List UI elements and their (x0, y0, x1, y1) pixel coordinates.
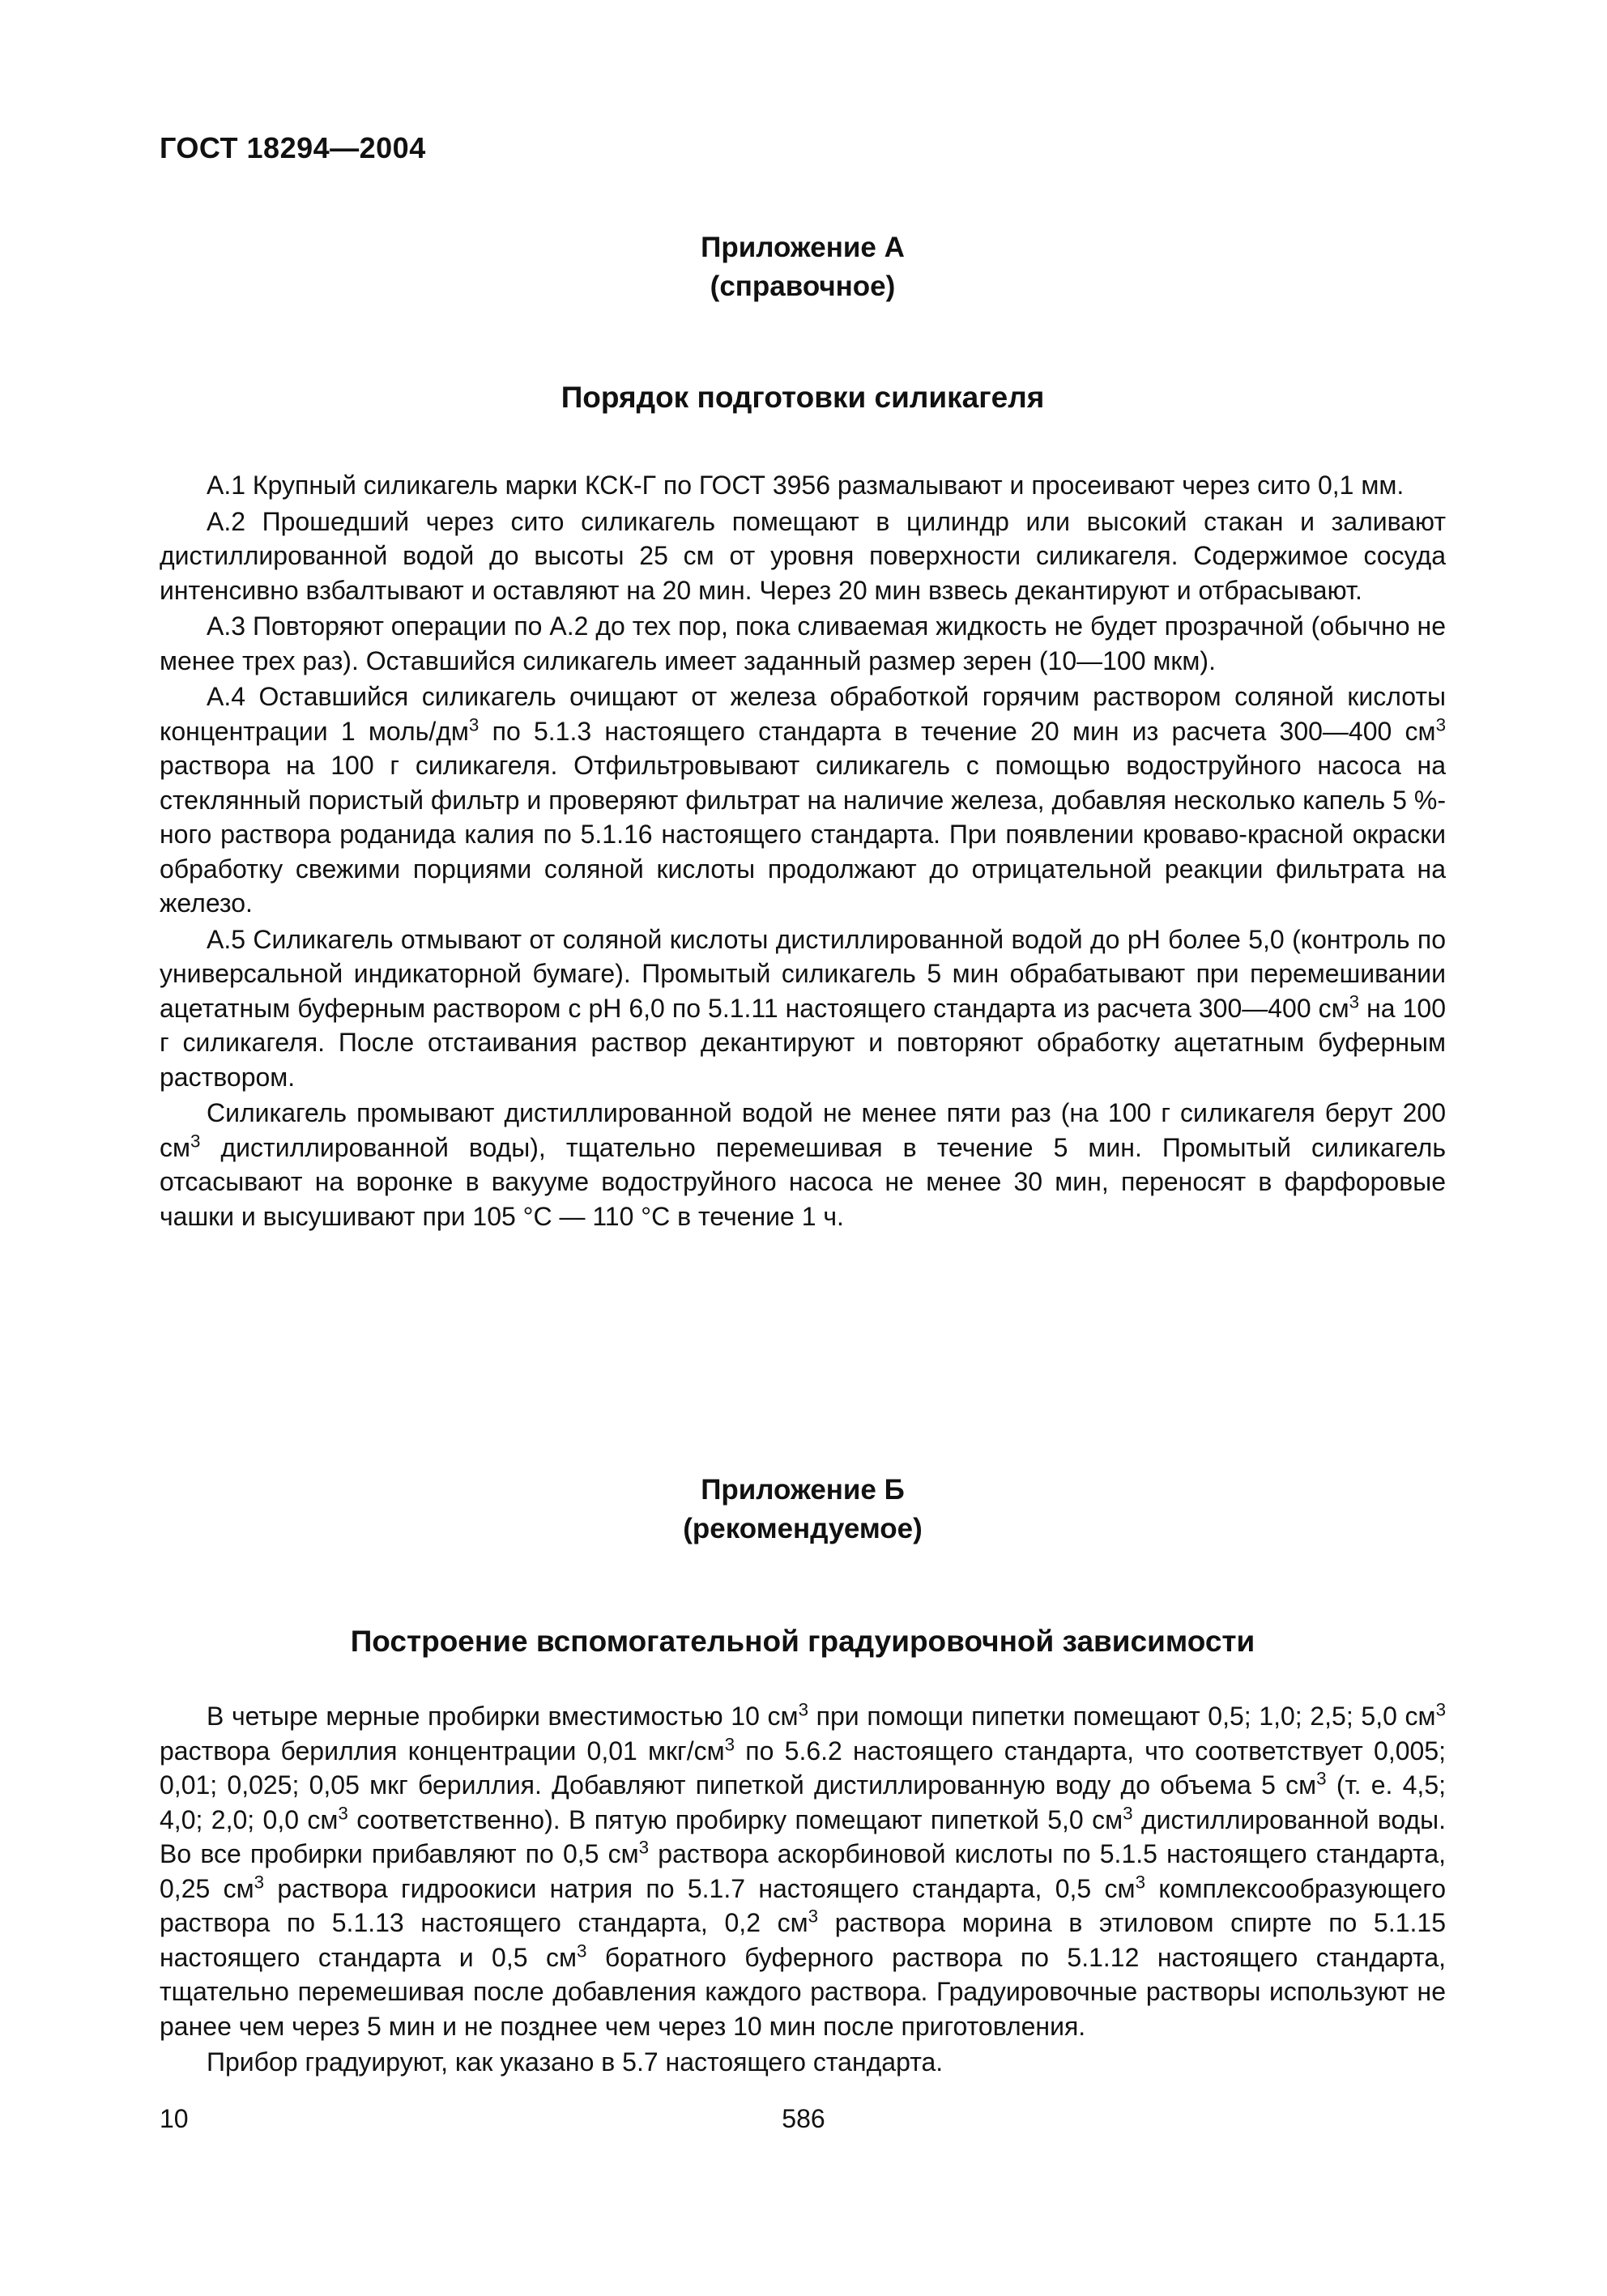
superscript: 3 (254, 1871, 265, 1892)
document-code: ГОСТ 18294—2004 (160, 131, 426, 164)
appendix-b-label: Приложение Б (701, 1474, 905, 1506)
appendix-a-paragraph (160, 1096, 1446, 1233)
appendix-a-paragraph (160, 609, 1446, 678)
text-run: комплексообразующего раствора по 5.1.13 настоящего стандарта, 0,2 см (160, 1873, 1447, 1937)
appendix-a-paragraph (160, 922, 1446, 1095)
text-run: В четыре мерные пробирки вместимостью 10 см (207, 1702, 799, 1731)
appendix-a-paragraph (160, 468, 1446, 503)
appendix-b-paragraph (160, 2045, 1446, 2080)
appendix-b-status: (рекомендуемое) (683, 1513, 923, 1544)
superscript: 3 (468, 714, 480, 735)
superscript: 3 (724, 1733, 735, 1754)
appendix-b-heading (160, 1471, 1446, 1548)
text-run: (т. е. 4,5; 4,0; 2,0; 0,0 см (160, 1770, 1447, 1834)
text-run: боратного буферного раствора по 5.1.12 настоящего стандарта, тщательно перемешивая после добавления каждого раствора. Градуировочные растворы используют не ранее чем через 5 мин и не позднее чем через 10 мин после приготовления. (160, 1942, 1447, 2041)
appendix-a-title: Порядок подготовки силикагеля (561, 381, 1045, 414)
superscript: 3 (577, 1940, 587, 1961)
superscript: 3 (1435, 1699, 1447, 1720)
text-run: дистиллированной воды. Во все пробирки прибавляют по 0,5 см (160, 1804, 1447, 1868)
text-run: при помощи пипетки помещают 0,5; 1,0; 2,5; 5,0 см (808, 1702, 1436, 1731)
appendix-a-heading (160, 228, 1446, 306)
superscript: 3 (638, 1837, 650, 1858)
appendix-a-body (160, 468, 1446, 1233)
superscript: 3 (1435, 714, 1447, 735)
text-run: раствора бериллия концентрации 0,01 мкг/см (160, 1736, 725, 1766)
text-run: на 100 г силикагеля. После отстаивания раствор декантируют и повторяют обработку ацетатным буферным раствором. (160, 993, 1447, 1092)
superscript: 3 (1123, 1802, 1133, 1823)
appendix-a-status: (справочное) (710, 270, 896, 302)
superscript: 3 (1135, 1871, 1146, 1892)
superscript: 3 (808, 1906, 819, 1927)
appendix-b-paragraph (160, 1699, 1446, 2043)
sheet-number: 586 (782, 2104, 825, 2133)
superscript: 3 (190, 1130, 201, 1151)
text-run: А.1 Крупный силикагель марки КСК-Г по ГОСТ 3956 размалывают и просеивают через сито 0,1 мм. (207, 471, 1405, 500)
text-run: дистиллированной воды), тщательно перемешивая в течение 5 мин. Промытый силикагель отсасывают на воронке в вакууме водоструйного насоса не менее 30 мин, переносят в фарфоровые чашки и высушивают при 105 °С — 110 °С в течение 1 ч. (160, 1132, 1446, 1231)
text-run: А.4 Оставшийся силикагель очищают от железа обработкой горячим раствором соляной кислоты концентрации 1 моль/дм (160, 682, 1446, 746)
page-number: 10 (160, 2104, 189, 2133)
superscript: 3 (798, 1699, 809, 1720)
text-run: А.2 Прошедший через сито силикагель помещают в цилиндр или высокий стакан и заливают дистиллированной водой до высоты 25 см от уровня поверхности силикагеля. Содержимое сосуда интенсивно взбалтывают и оставляют на 20 мин. Через 20 мин взвесь декантируют и отбрасывают. (160, 506, 1446, 605)
text-run: раствора на 100 г силикагеля. Отфильтровывают силикагель с помощью водоструйного насоса на стеклянный пористый фильтр и проверяют фильтрат на наличие железа, добавляя несколько капель 5 %-ного раствора роданида калия по 5.1.16 настоящего стандарта. При появлении кроваво-красной окраски обработку свежими порциями соляной кислоты продолжают до отрицательной реакции фильтрата на железо. (160, 751, 1446, 918)
appendix-b-title: Построение вспомогательной градуировочной зависимости (350, 1625, 1255, 1658)
superscript: 3 (1349, 990, 1360, 1012)
text-run: раствора гидроокиси натрия по 5.1.7 настоящего стандарта, 0,5 см (264, 1873, 1136, 1903)
text-run: А.5 Силикагель отмывают от соляной кислоты дистиллированной водой до pH более 5,0 (контроль по универсальной индикаторной бумаге). Промытый силикагель 5 мин обрабатывают при перемешивании ацетатным буферным раствором с pH 6,0 по 5.1.11 настоящего стандарта из расчета 300—400 см (160, 924, 1446, 1023)
appendix-a-paragraph (160, 505, 1446, 608)
text-run: Силикагель промывают дистиллированной водой не менее пяти раз (на 100 г силикагеля берут 200 см (160, 1098, 1446, 1162)
text-run: Прибор градуируют, как указано в 5.7 настоящего стандарта. (207, 2047, 944, 2077)
appendix-a-label: Приложение А (701, 232, 905, 263)
appendix-b-body (160, 1699, 1446, 2080)
text-run: А.3 Повторяют операции по А.2 до тех пор, пока сливаемая жидкость не будет прозрачной (обычно не менее трех раз). Оставшийся силикагель имеет заданный размер зерен (10—100 мкм). (160, 611, 1446, 675)
text-run: раствора аскорбиновой кислоты по 5.1.5 настоящего стандарта, 0,25 см (160, 1839, 1447, 1903)
superscript: 3 (1316, 1768, 1327, 1789)
appendix-a-paragraph (160, 679, 1446, 921)
text-run: по 5.6.2 настоящего стандарта, что соответствует 0,005; 0,01; 0,025; 0,05 мкг бериллия. Добавляют пипеткой дистиллированную воду до объема 5 см (160, 1736, 1447, 1800)
text-run: раствора морина в этиловом спирте по 5.1.15 настоящего стандарта и 0,5 см (160, 1908, 1447, 1972)
superscript: 3 (338, 1802, 348, 1823)
text-run: соответственно). В пятую пробирку помещают пипеткой 5,0 см (347, 1804, 1123, 1834)
text-run: по 5.1.3 настоящего стандарта в течение 20 мин из расчета 300—400 см (479, 716, 1436, 746)
